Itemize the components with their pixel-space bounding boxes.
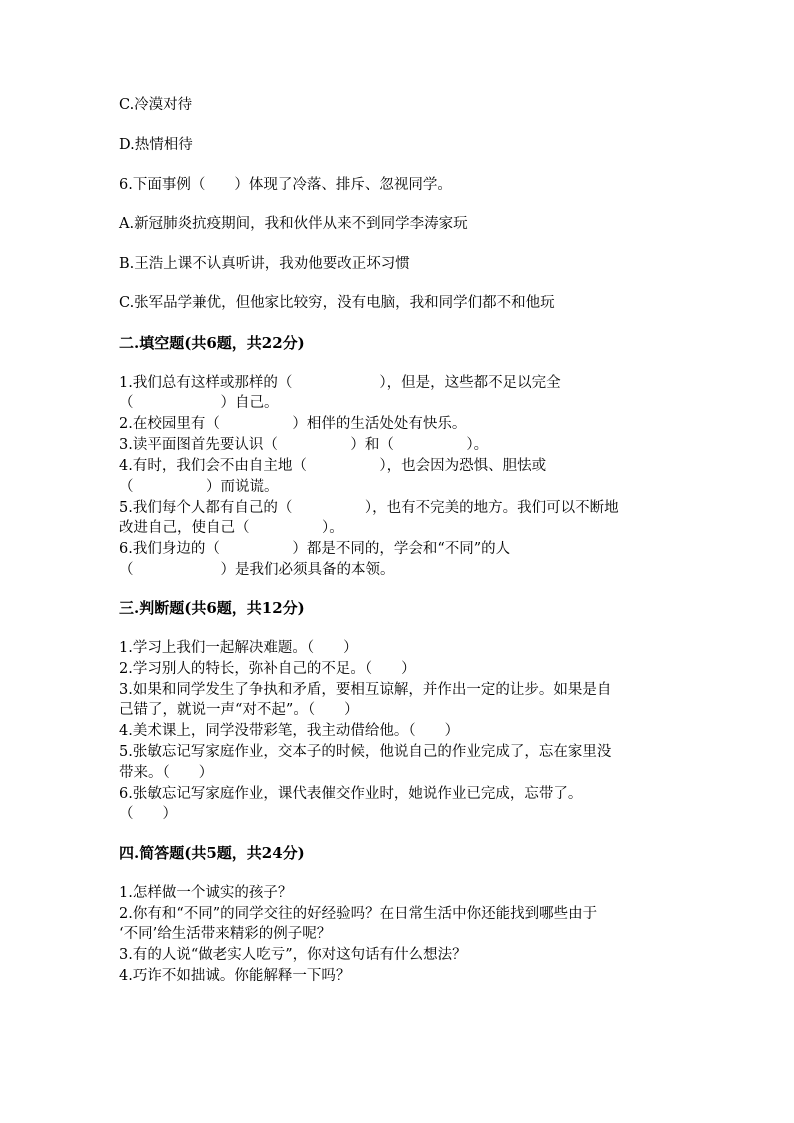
judge-line: （ ）: [119, 806, 177, 822]
question-6-option-b: B.王浩上课不认真听讲，我劝他要改正坏习惯: [119, 256, 410, 272]
fill-line: 1.我们总有这样或那样的（ ），但是，这些都不足以完全: [119, 375, 561, 391]
judge-line: 1.学习上我们一起解决难题。（ ）: [119, 640, 358, 656]
judge-line: 4.美术课上，同学没带彩笔，我主动借给他。（ ）: [119, 723, 460, 739]
judge-line: 己错了，就说一声“对不起”。（ ）: [119, 702, 359, 718]
fill-line: 5.我们每个人都有自己的（ ），也有不完美的地方。我们可以不断地: [119, 500, 619, 516]
question-6-option-c: C.张军品学兼优，但他家比较穷，没有电脑，我和同学们都不和他玩: [119, 295, 555, 311]
short-answer-line: 1.怎样做一个诚实的孩子？: [119, 885, 293, 901]
judge-line: 6.张敏忘记写家庭作业，课代表催交作业时，她说作业已完成，忘带了。: [119, 786, 583, 802]
option-c-prev: C.冷漠对待: [119, 97, 193, 113]
fill-line: （ ）自己。: [119, 395, 279, 411]
section-4-heading: 四.简答题(共5题，共24分): [119, 844, 305, 862]
short-answer-line: 3.有的人说“做老实人吃亏”，你对这句话有什么想法？: [119, 947, 467, 963]
judge-line: 带来。（ ）: [119, 765, 214, 781]
fill-line: （ ）而说谎。: [119, 479, 279, 495]
question-6-stem: 6.下面事例（ ）体现了冷落、排斥、忽视同学。: [119, 177, 452, 193]
fill-line: 改进自己，使自己（ ）。: [119, 520, 344, 536]
judge-line: 3.如果和同学发生了争执和矛盾，要相互谅解，并作出一定的让步。如果是自: [119, 682, 612, 698]
fill-line: （ ）是我们必须具备的本领。: [119, 562, 395, 578]
question-6-option-a: A.新冠肺炎抗疫期间，我和伙伴从来不到同学李涛家玩: [119, 216, 468, 232]
judge-line: 2.学习别人的特长，弥补自己的不足。（ ）: [119, 661, 416, 677]
fill-line: 6.我们身边的（ ）都是不同的，学会和“不同”的人: [119, 541, 511, 557]
short-answer-line: 2.你有和“不同”的同学交往的好经验吗？在日常生活中你还能找到哪些由于: [119, 906, 598, 922]
fill-line: 3.读平面图首先要认识（ ）和（ ）。: [119, 437, 489, 453]
judge-line: 5.张敏忘记写家庭作业，交本子的时候，他说自己的作业完成了，忘在家里没: [119, 744, 612, 760]
fill-line: 2.在校园里有（ ）相伴的生活处处有快乐。: [119, 416, 467, 432]
option-d-prev: D.热情相待: [119, 137, 193, 153]
fill-line: 4.有时，我们会不由自主地（ ），也会因为恐惧、胆怯或: [119, 458, 547, 474]
short-answer-line: 4.巧诈不如拙诚。你能解释一下吗？: [119, 968, 351, 984]
section-3-heading: 三.判断题(共6题，共12分): [119, 599, 305, 617]
section-2-heading: 二.填空题(共6题，共22分): [119, 334, 305, 352]
short-answer-line: ‘不同’给生活带来精彩的例子呢？: [119, 926, 332, 942]
